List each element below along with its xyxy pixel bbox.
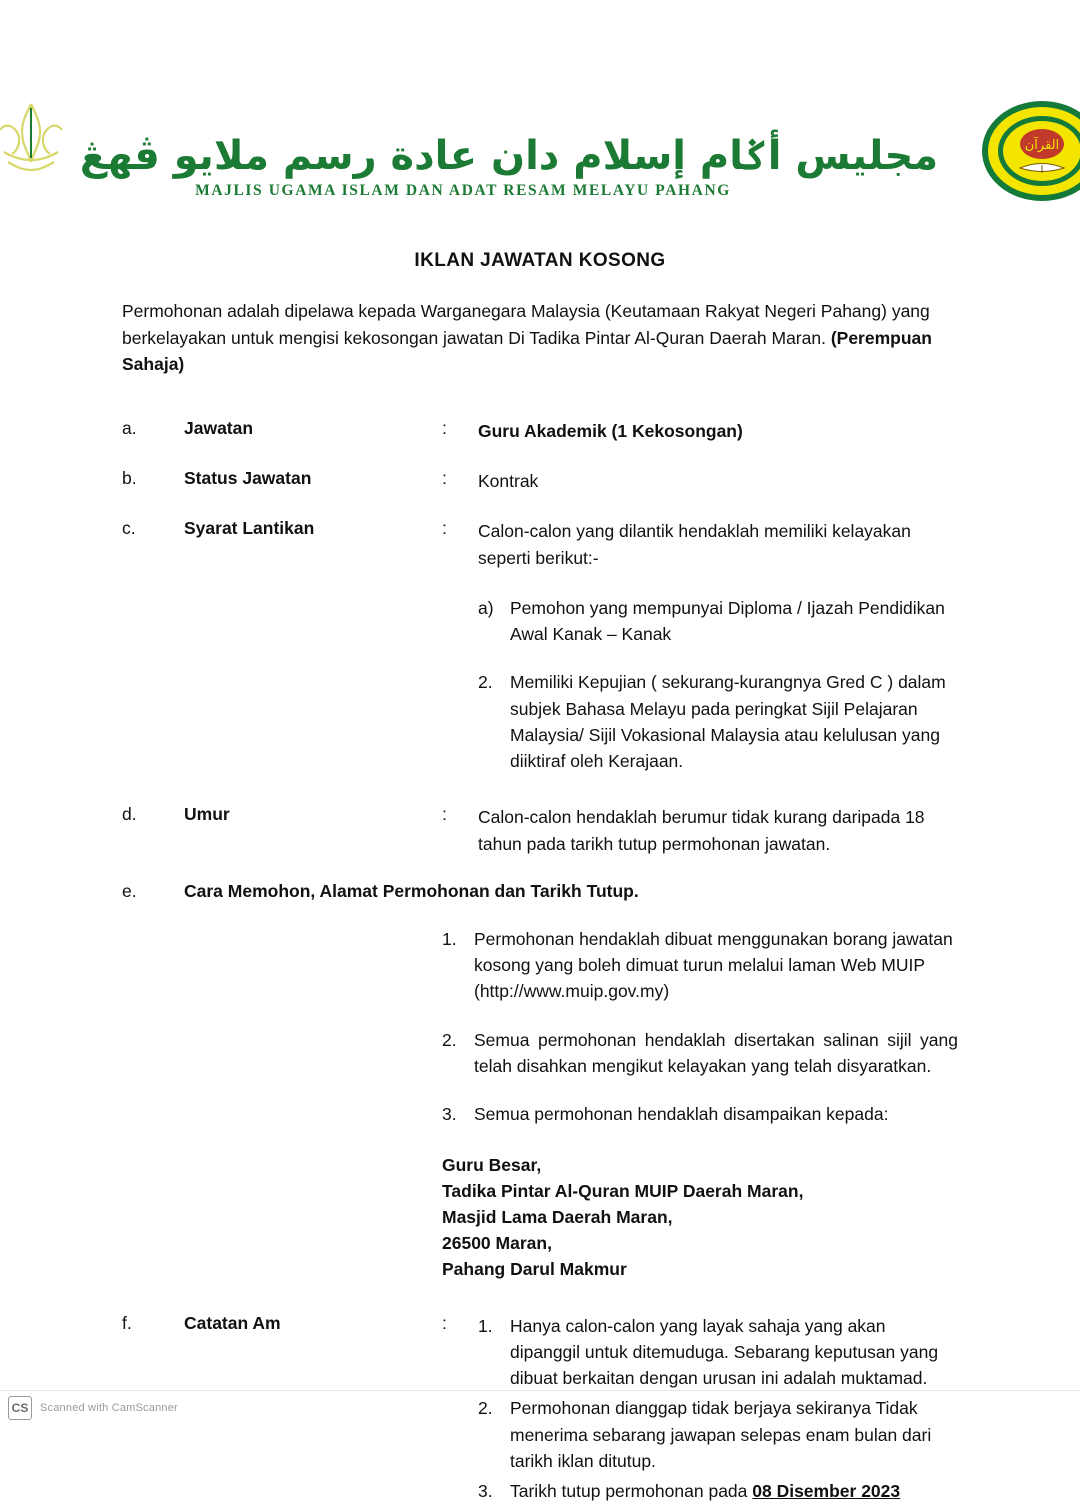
item-letter: a. bbox=[122, 417, 137, 438]
item-colon: : bbox=[442, 1312, 447, 1333]
list-marker: 1. bbox=[478, 1315, 493, 1336]
list-item bbox=[442, 926, 958, 1005]
item-label: Catatan Am bbox=[184, 1312, 281, 1333]
item-syarat-lantikan bbox=[122, 518, 958, 774]
list-text: Permohonan hendaklah dibuat menggunakan borang jawatan kosong yang boleh dimuat turun melalui laman Web MUIP (http://www.muip.gov.my) bbox=[474, 928, 953, 1002]
address-line: Pahang Darul Makmur bbox=[442, 1258, 627, 1279]
item-umur bbox=[122, 804, 958, 857]
item-value-block bbox=[478, 518, 958, 774]
item-value: Kontrak bbox=[478, 471, 539, 492]
item-label: Umur bbox=[184, 804, 230, 825]
list-marker: a) bbox=[478, 597, 494, 618]
muip-logo bbox=[0, 100, 938, 200]
list-marker: 2. bbox=[478, 1398, 493, 1419]
svg-text:القرآن: القرآن bbox=[1024, 138, 1060, 153]
document-header bbox=[0, 0, 1080, 204]
list-text bbox=[510, 1478, 958, 1504]
item-jawatan bbox=[122, 418, 958, 444]
item-value: Calon-calon hendaklah berumur tidak kurang daripada 18 tahun pada tarikh tutup permohonan jawatan. bbox=[478, 807, 925, 854]
item-status-jawatan bbox=[122, 468, 958, 494]
keris-icon bbox=[0, 100, 74, 176]
item-letter: e. bbox=[122, 880, 137, 901]
item-letter: c. bbox=[122, 518, 136, 539]
camscanner-footer bbox=[0, 1391, 1080, 1425]
item-letter: b. bbox=[122, 468, 137, 489]
item-label: Cara Memohon, Alamat Permohonan dan Tarikh Tutup. bbox=[184, 880, 639, 901]
list-item bbox=[478, 1478, 958, 1504]
list-marker: 2. bbox=[478, 672, 493, 693]
list-text: Memiliki Kepujian ( sekurang-kurangnya Gred C ) dalam subjek Bahasa Melayu pada peringkat Sijil Pelajaran Malaysia/ Sijil Vokasional Malaysia atau kelulusan yang diiktiraf oleh Kerajaan. bbox=[510, 672, 946, 772]
item-label: Jawatan bbox=[184, 417, 254, 438]
list-marker: 3. bbox=[442, 1104, 457, 1125]
mailing-address bbox=[442, 1153, 958, 1282]
address-line: 26500 Maran, bbox=[442, 1232, 552, 1253]
list-item bbox=[478, 595, 958, 648]
jawi-title: مجليس أݢام إسلام دان عادة رسم ملايو ڤهڠ bbox=[79, 133, 939, 179]
item-label: Syarat Lantikan bbox=[184, 518, 315, 539]
list-marker: 1. bbox=[442, 928, 457, 949]
item-colon: : bbox=[442, 804, 447, 825]
cara-memohon-sublist bbox=[442, 926, 958, 1283]
list-text: Semua permohonan hendaklah disertakan salinan sijil yang telah disahkan mengikut kelayakan yang telah disyaratkan. bbox=[474, 1029, 958, 1076]
list-text: Semua permohonan hendaklah disampaikan kepada: bbox=[474, 1104, 889, 1125]
closing-date: 08 Disember 2023 bbox=[752, 1481, 901, 1502]
address-line: Guru Besar, bbox=[442, 1155, 542, 1176]
list-item bbox=[442, 1027, 958, 1080]
org-name-latin: MAJLIS UGAMA ISLAM DAN ADAT RESAM MELAYU PAHANG bbox=[195, 182, 731, 199]
item-colon: : bbox=[442, 417, 447, 438]
list-item bbox=[478, 1313, 958, 1392]
syarat-sublist bbox=[478, 595, 958, 775]
intro-bold: (Perempuan Sahaja) bbox=[122, 327, 932, 375]
item-colon: : bbox=[442, 468, 447, 489]
list-item bbox=[478, 669, 958, 774]
tadika-seal-icon bbox=[972, 96, 1080, 204]
address-line: Tadika Pintar Al-Quran MUIP Daerah Maran, bbox=[442, 1181, 804, 1202]
page-title: IKLAN JAWATAN KOSONG bbox=[414, 250, 666, 271]
item-letter: d. bbox=[122, 804, 137, 825]
closing-date-prefix: Tarikh tutup permohonan pada bbox=[510, 1481, 753, 1502]
camscanner-text: Scanned with CamScanner bbox=[40, 1402, 178, 1414]
item-value: Calon-calon yang dilantik hendaklah memiliki kelayakan seperti berikut:- bbox=[478, 521, 911, 568]
list-text: Pemohon yang mempunyai Diploma / Ijazah Pendidikan Awal Kanak – Kanak bbox=[510, 597, 945, 645]
camscanner-badge-icon: CS bbox=[8, 1396, 32, 1420]
list-marker: 2. bbox=[442, 1029, 457, 1050]
intro-text: Permohonan adalah dipelawa kepada Warganegara Malaysia (Keutamaan Rakyat Negeri Pahang) yang berkelayakan untuk mengisi kekosongan jawatan Di Tadika Pintar Al-Quran Daerah Maran. bbox=[122, 301, 930, 348]
item-label: Status Jawatan bbox=[184, 468, 312, 489]
item-letter: f. bbox=[122, 1312, 132, 1333]
list-marker: 3. bbox=[478, 1481, 493, 1502]
items-list bbox=[0, 418, 1080, 1508]
item-value: Guru Akademik (1 Kekosongan) bbox=[478, 420, 743, 441]
list-text: Permohonan dianggap tidak berjaya sekiranya Tidak menerima sebarang jawapan selepas enam bulan dari tarikh iklan ditutup. bbox=[510, 1398, 932, 1471]
address-line: Masjid Lama Daerah Maran, bbox=[442, 1207, 673, 1228]
list-text: Hanya calon-calon yang layak sahaja yang akan dipanggil untuk ditemuduga. Sebarang keputusan yang dibuat berkaitan dengan urusan ini adalah muktamad. bbox=[510, 1315, 939, 1389]
item-cara-memohon bbox=[122, 881, 958, 902]
item-colon: : bbox=[442, 518, 447, 539]
intro-paragraph bbox=[122, 298, 958, 378]
list-item bbox=[442, 1101, 958, 1127]
